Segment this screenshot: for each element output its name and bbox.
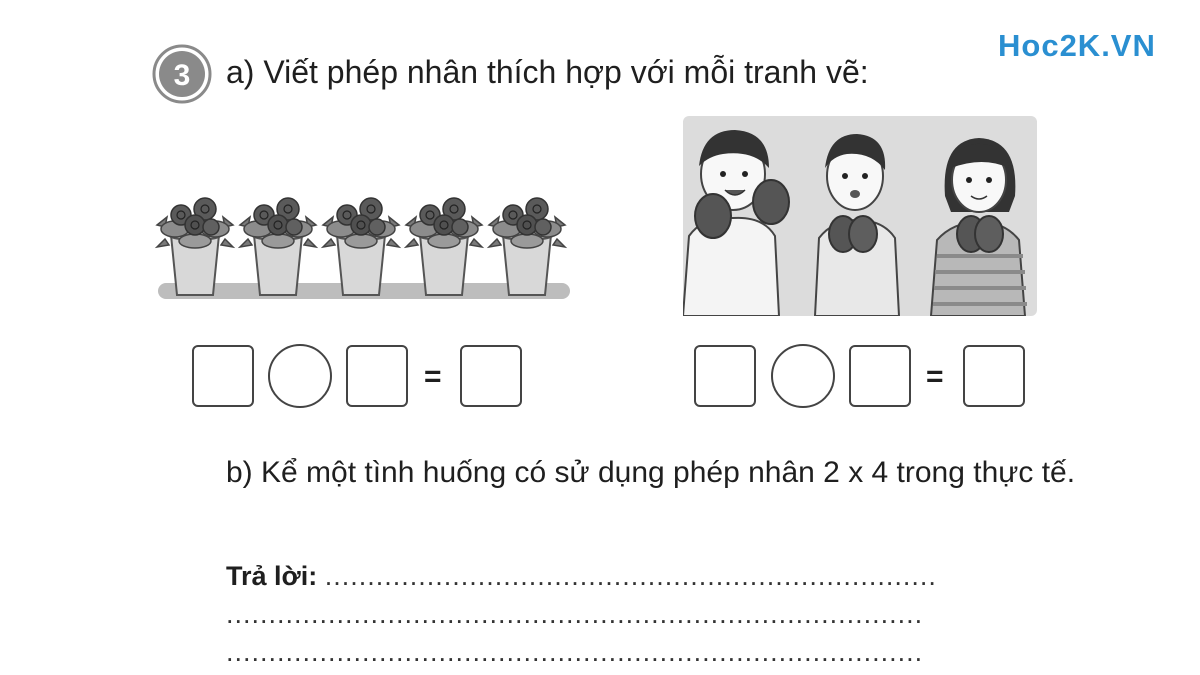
answer-box-5[interactable] [849, 345, 911, 407]
flower-pots-illustration [150, 195, 575, 313]
answer-box-2[interactable] [346, 345, 408, 407]
answer-line-1[interactable]: ........................................................................ [324, 561, 937, 591]
answer-box-4[interactable] [694, 345, 756, 407]
answer-area[interactable] [226, 558, 937, 671]
answer-box-6[interactable] [963, 345, 1025, 407]
part-a-instruction: a) Viết phép nhân thích hợp với mỗi tranh vẽ: [226, 54, 869, 90]
equals-sign: = [424, 360, 442, 393]
exercise-number-badge [152, 44, 212, 104]
answer-label: Trả lời: [226, 561, 318, 591]
children-with-paddles-illustration [683, 116, 1037, 316]
operator-circle-2[interactable] [771, 344, 835, 408]
answer-box-3[interactable] [460, 345, 522, 407]
part-b-instruction: b) Kể một tình huống có sử dụng phép nhân 2 x 4 trong thực tế. [226, 456, 1076, 489]
exercise-number: 3 [173, 59, 191, 92]
answer-line-2[interactable]: .................................................................................. [226, 598, 924, 629]
site-logo: Hoc2K.VN [998, 28, 1156, 63]
equals-sign: = [926, 360, 944, 393]
answer-box-1[interactable] [192, 345, 254, 407]
operator-circle-1[interactable] [268, 344, 332, 408]
answer-line-3[interactable]: .................................................................................. [226, 636, 924, 667]
